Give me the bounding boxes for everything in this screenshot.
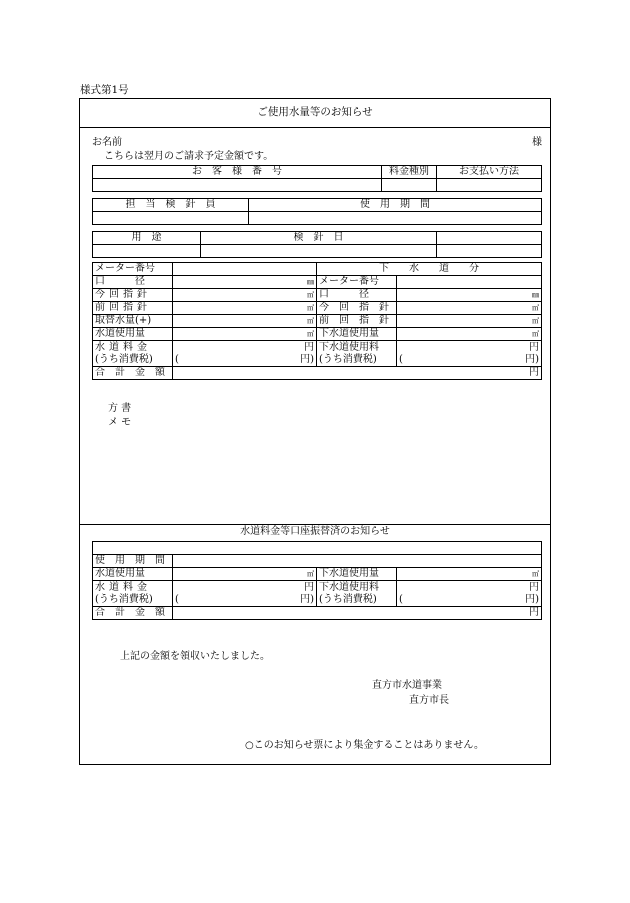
- honorific-label: 様: [532, 137, 542, 148]
- notice-title: ご使用水量等のお知らせ: [257, 106, 373, 118]
- replacement-volume-label: 取替水量(+): [93, 315, 173, 328]
- unit-m3: ㎥: [307, 291, 314, 299]
- sewer-fee-tax-label: (うち消費税): [319, 353, 377, 365]
- purpose-value: [93, 245, 201, 258]
- usage-period-value: [249, 212, 542, 225]
- sewer-fee-value: [397, 341, 542, 367]
- reading-date-extra-value: [437, 245, 542, 258]
- customer-info-table: [92, 165, 542, 258]
- water-fee-yen: 円: [304, 341, 314, 353]
- receipt-water-fee-tax-row: [175, 594, 314, 606]
- current-reading-value: [173, 289, 317, 302]
- sewer-section-header: 下 水 道 分: [317, 263, 542, 276]
- receipt-title: 水道料金等口座振替済のお知らせ: [240, 526, 390, 537]
- receipt-sewer-fee-label: [317, 581, 397, 607]
- customer-number-value: [93, 179, 382, 192]
- receipt-sewer-fee-text: 下水道使用料: [319, 581, 379, 593]
- unit-m3: ㎥: [532, 330, 539, 338]
- receipt-water-fee-text: 水道料金: [95, 581, 151, 593]
- sewer-fee-tax-row: [399, 354, 539, 366]
- unit-m3: ㎥: [532, 570, 539, 578]
- sewer-fee-label-text: 下水道使用料: [319, 341, 379, 353]
- memo-label: メ モ: [108, 417, 132, 428]
- water-fee-value: [173, 341, 317, 367]
- receipt-table: [92, 541, 542, 620]
- sewer-meter-number-label: メーター番号: [317, 276, 397, 289]
- paren-open: (: [175, 353, 179, 365]
- replacement-volume-value: [173, 315, 317, 328]
- meter-number-value: [173, 263, 317, 276]
- paren-open: (: [175, 593, 179, 605]
- receipt-water-fee-label: [93, 581, 173, 607]
- purpose-header: 用 途: [93, 232, 201, 245]
- collection-note: ○このお知らせ票により集金することはありません。: [245, 740, 485, 751]
- receipt-sewer-fee-value: [397, 581, 542, 607]
- water-usage-label: 水道使用量: [93, 328, 173, 341]
- paren-open: (: [399, 353, 403, 365]
- receipt-sewer-usage-label: 下水道使用量: [317, 568, 397, 581]
- sewer-current-reading-label: 今 回 指 針: [317, 302, 397, 315]
- caliber-label: 口 径: [93, 276, 173, 289]
- payment-method-value: [437, 179, 542, 192]
- water-fee-tax-label: (うち消費税): [95, 353, 153, 365]
- receipt-sewer-usage-value: [397, 568, 542, 581]
- sewer-usage-value: [397, 328, 542, 341]
- meter-number-label: メーター番号: [93, 263, 173, 276]
- receipt-sewer-fee-yen: 円: [529, 581, 539, 593]
- unit-mm: ㎜: [532, 291, 539, 299]
- sewer-current-reading-value: [397, 302, 542, 315]
- sewer-usage-label: 下水道使用量: [317, 328, 397, 341]
- water-fee-label: [93, 341, 173, 367]
- spacer-row: [93, 225, 542, 232]
- previous-reading-label: 前回指針: [93, 302, 173, 315]
- paren-open: (: [399, 593, 403, 605]
- water-fee-tax-row: [175, 354, 314, 366]
- total-yen: 円: [529, 367, 539, 378]
- sewer-previous-reading-value: [397, 315, 542, 328]
- sewer-meter-number-value: [397, 276, 542, 289]
- customer-number-header: お 客 様 番 号: [93, 166, 382, 179]
- receipt-total-label: 合 計 金 額: [93, 607, 173, 620]
- name-label: お名前: [92, 137, 122, 148]
- billing-subtitle: こちらは翌月のご請求予定金額です。: [104, 151, 274, 162]
- receipt-usage-period-value: [173, 555, 542, 568]
- rate-type-header: 料金種別: [382, 166, 437, 179]
- receipt-water-fee-tax-label: (うち消費税): [95, 593, 153, 605]
- receipt-separator: [80, 524, 550, 525]
- water-fee-label-text: 水道料金: [95, 341, 151, 353]
- caliber-value: [173, 276, 317, 289]
- reading-date-header: 検 針 日: [201, 232, 437, 245]
- rate-type-value: [382, 179, 437, 192]
- sewer-fee-label: [317, 341, 397, 367]
- unit-mm: ㎜: [307, 278, 314, 286]
- receipt-water-usage-value: [173, 568, 317, 581]
- received-statement: 上記の金額を領収いたしました。: [120, 651, 270, 662]
- receipt-usage-period-label: 使 用 期 間: [93, 555, 173, 568]
- sewer-previous-reading-label: 前 回 指 針: [317, 315, 397, 328]
- sewer-caliber-label: 口 径: [317, 289, 397, 302]
- inspector-header: 担 当 検 針 員: [93, 199, 249, 212]
- receipt-water-fee-value: [173, 581, 317, 607]
- paren-close: 円): [300, 353, 314, 365]
- previous-reading-value: [173, 302, 317, 315]
- inspector-value: [93, 212, 249, 225]
- paren-close: 円): [525, 353, 539, 365]
- receipt-sewer-fee-tax-label: (うち消費税): [319, 593, 377, 605]
- receipt-water-fee-yen: 円: [304, 581, 314, 593]
- issuer-organization: 直方市水道事業: [372, 680, 442, 691]
- sewer-fee-yen: 円: [529, 341, 539, 353]
- unit-m3: ㎥: [307, 570, 314, 578]
- usage-period-header: 使 用 期 間: [249, 199, 542, 212]
- unit-m3: ㎥: [307, 330, 314, 338]
- notice-frame: [79, 98, 551, 765]
- spacer-row: [93, 192, 542, 199]
- usage-detail-table: [92, 262, 542, 380]
- unit-m3: ㎥: [532, 317, 539, 325]
- receipt-sewer-fee-tax-row: [399, 594, 539, 606]
- receipt-total-yen: 円: [529, 607, 539, 618]
- paren-close: 円): [300, 593, 314, 605]
- sewer-caliber-value: [397, 289, 542, 302]
- receipt-total-value: [173, 607, 542, 620]
- unit-m3: ㎥: [307, 317, 314, 325]
- unit-m3: ㎥: [307, 304, 314, 312]
- title-separator: [80, 127, 550, 128]
- paren-close: 円): [525, 593, 539, 605]
- form-number-label: 様式第1号: [80, 84, 129, 96]
- total-amount-value: [173, 367, 542, 380]
- reading-date-extra: [437, 232, 542, 245]
- address-memo-label: 方 書: [108, 403, 132, 414]
- reading-date-value: [201, 245, 437, 258]
- unit-m3: ㎥: [532, 304, 539, 312]
- water-usage-value: [173, 328, 317, 341]
- receipt-water-usage-label: 水道使用量: [93, 568, 173, 581]
- payment-method-header: お支払い方法: [437, 166, 542, 179]
- receipt-blank-row: [93, 542, 542, 555]
- total-amount-label: 合 計 金 額: [93, 367, 173, 380]
- issuer-title: 直方市長: [409, 695, 449, 706]
- current-reading-label: 今回指針: [93, 289, 173, 302]
